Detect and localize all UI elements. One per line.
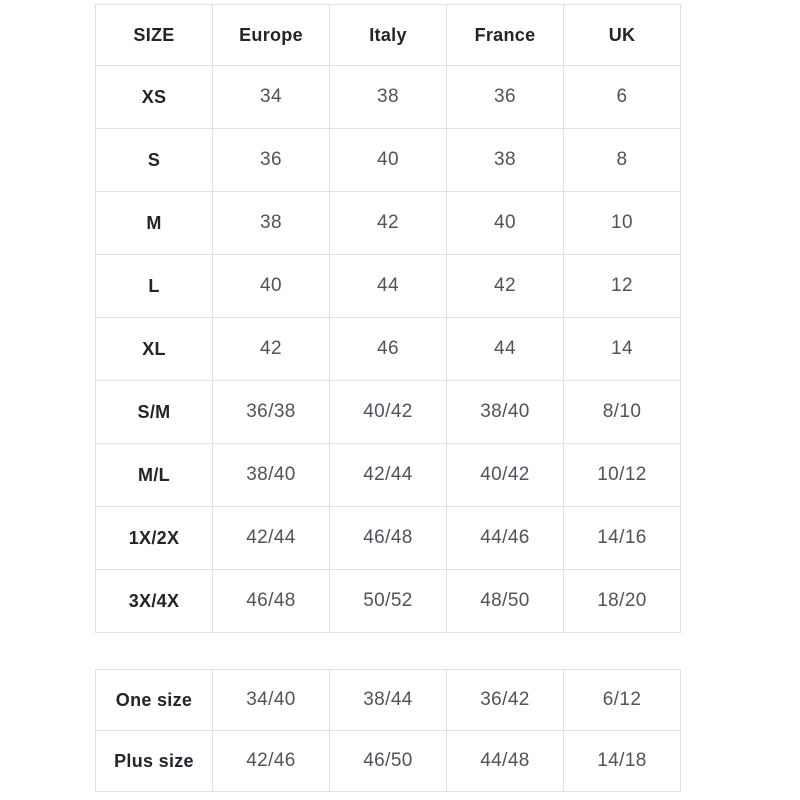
table-row [96,731,681,792]
row-label: 1X/2X [96,507,213,570]
cell-europe: 46/48 [213,570,330,633]
tables-container [95,4,681,792]
cell-europe: 38 [213,192,330,255]
cell-france: 38 [447,129,564,192]
column-header-size: SIZE [96,5,213,66]
cell-italy: 38 [330,66,447,129]
cell-france: 36 [447,66,564,129]
table-row [96,570,681,633]
cell-italy: 46/50 [330,731,447,792]
cell-france: 48/50 [447,570,564,633]
row-label: L [96,255,213,318]
cell-italy: 40 [330,129,447,192]
cell-italy: 42 [330,192,447,255]
table-row [96,444,681,507]
cell-europe: 42 [213,318,330,381]
cell-uk: 14/18 [564,731,681,792]
cell-france: 36/42 [447,670,564,731]
table-row [96,255,681,318]
table-row [96,507,681,570]
cell-europe: 42/44 [213,507,330,570]
size-table-body [96,66,681,633]
row-label: One size [96,670,213,731]
cell-italy: 50/52 [330,570,447,633]
table-row [96,381,681,444]
size-table-header [96,5,681,66]
row-label: S [96,129,213,192]
header-row [96,5,681,66]
cell-italy: 46 [330,318,447,381]
special-sizes-body [96,670,681,792]
cell-italy: 40/42 [330,381,447,444]
table-row [96,670,681,731]
cell-europe: 34/40 [213,670,330,731]
cell-uk: 14/16 [564,507,681,570]
cell-europe: 36/38 [213,381,330,444]
cell-uk: 18/20 [564,570,681,633]
cell-europe: 38/40 [213,444,330,507]
row-label: XL [96,318,213,381]
cell-italy: 38/44 [330,670,447,731]
row-label: XS [96,66,213,129]
column-header-europe: Europe [213,5,330,66]
cell-uk: 8/10 [564,381,681,444]
cell-uk: 6/12 [564,670,681,731]
cell-france: 44/48 [447,731,564,792]
table-row [96,318,681,381]
table-row [96,129,681,192]
table-row [96,192,681,255]
cell-uk: 12 [564,255,681,318]
table-row [96,66,681,129]
column-header-france: France [447,5,564,66]
cell-europe: 42/46 [213,731,330,792]
size-conversion-table [95,4,681,633]
cell-italy: 42/44 [330,444,447,507]
row-label: Plus size [96,731,213,792]
cell-france: 38/40 [447,381,564,444]
cell-europe: 40 [213,255,330,318]
column-header-uk: UK [564,5,681,66]
row-label: M/L [96,444,213,507]
cell-europe: 36 [213,129,330,192]
cell-france: 44/46 [447,507,564,570]
row-label: M [96,192,213,255]
cell-uk: 8 [564,129,681,192]
cell-uk: 14 [564,318,681,381]
cell-france: 44 [447,318,564,381]
cell-france: 42 [447,255,564,318]
column-header-italy: Italy [330,5,447,66]
cell-france: 40/42 [447,444,564,507]
cell-uk: 10/12 [564,444,681,507]
special-sizes-table [95,669,681,792]
cell-france: 40 [447,192,564,255]
cell-europe: 34 [213,66,330,129]
cell-uk: 10 [564,192,681,255]
cell-uk: 6 [564,66,681,129]
cell-italy: 44 [330,255,447,318]
row-label: S/M [96,381,213,444]
cell-italy: 46/48 [330,507,447,570]
row-label: 3X/4X [96,570,213,633]
